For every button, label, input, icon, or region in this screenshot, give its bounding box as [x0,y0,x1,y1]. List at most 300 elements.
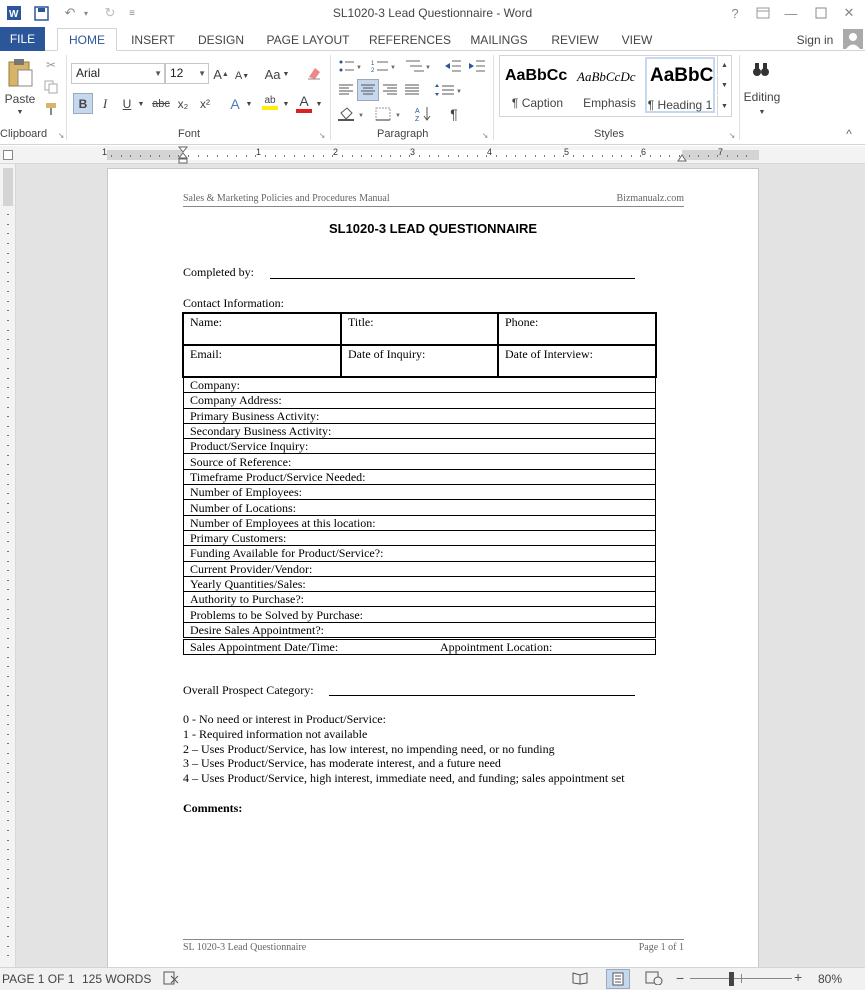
ruler-tick [7,330,9,331]
svg-text:▼: ▼ [356,65,362,71]
ruler-tick [7,301,9,302]
ruler-tick [583,155,584,157]
field-cell[interactable]: Number of Locations: [184,500,656,515]
zoom-slider-center-tick [741,974,742,983]
ruler-tick [458,155,459,157]
appointment-row [184,638,656,654]
web-layout-icon[interactable] [645,971,665,987]
ruler-tick [679,155,680,157]
footer-right: Page 1 of 1 [638,942,684,953]
ruler-tick [111,155,112,157]
grow-font-button[interactable]: A ▲ [213,66,229,82]
ruler-tick [217,155,218,157]
ruler-tick [304,155,305,157]
ruler-tick [477,155,478,157]
ruler-tick [400,155,401,157]
ruler-tick [573,155,574,157]
print-layout-icon[interactable] [606,969,630,989]
minimize-icon[interactable]: — [784,5,798,21]
field-cell[interactable]: Product/Service Inquiry: [184,439,656,454]
contact-cell[interactable]: Name: [183,313,341,345]
ruler-tick [650,155,651,157]
ruler-tick [592,155,593,157]
ruler-tick [7,339,9,340]
ruler-tick [7,522,9,523]
ruler-tick [7,743,9,744]
style-preview: AaBbCc [505,67,568,84]
ruler-tick [7,272,9,273]
text-effects-dropdown-icon[interactable]: ▼ [245,100,253,108]
ruler-tick [7,387,9,388]
field-row [184,485,656,500]
ruler-tick [7,917,9,918]
decrease-indent-icon[interactable] [443,57,463,75]
ruler-tick [602,155,603,157]
show-marks-button[interactable]: ¶ [450,106,458,122]
svg-text:▼: ▼ [456,89,462,95]
cut-icon[interactable]: ✂ [45,58,57,72]
paste-button[interactable]: Paste [4,92,36,106]
proofing-icon[interactable] [163,971,181,987]
field-row [184,515,656,530]
field-row [184,622,656,638]
styles-scroll-up-icon[interactable]: ▲ [717,56,731,75]
ribbon [0,51,865,145]
contact-cell[interactable]: Date of Inquiry: [341,345,498,377]
ruler-tick [7,541,9,542]
zoom-out-icon[interactable]: − [676,970,685,986]
ruler-tick [159,155,160,157]
help-icon[interactable]: ? [731,5,739,21]
ribbon-display-icon[interactable] [752,4,774,22]
style-caption[interactable] [501,57,574,113]
paste-icon[interactable] [4,57,36,89]
indent-marker-icon[interactable] [178,146,188,164]
font-family-select[interactable] [71,63,165,84]
ruler-tick [496,155,497,157]
ruler-tick [7,378,9,379]
ruler-tick [7,445,9,446]
redo-icon[interactable]: ↻ [104,5,116,20]
collapse-ribbon-icon[interactable]: ^ [846,127,852,141]
italic-button[interactable]: I [102,95,108,111]
font-color-dropdown-icon[interactable]: ▼ [315,100,323,108]
ruler-number: 4 [487,147,493,157]
ruler-tick [612,155,613,157]
field-cell[interactable]: Problems to be Solved by Purchase: [184,607,656,622]
ruler-tick [7,782,9,783]
ruler-tick [130,155,131,157]
ruler-tick [7,349,9,350]
field-cell[interactable]: Authority to Purchase?: [184,592,656,607]
shading-icon[interactable] [337,105,367,123]
styles-more-icon[interactable]: ▼ [717,96,731,116]
clear-formatting-icon[interactable] [304,63,324,83]
category-item: 0 - No need or interest in Product/Service: [183,712,386,726]
field-row [184,454,656,469]
header-left: Sales & Marketing Policies and Procedures Manual [183,193,390,204]
ruler-tick [313,155,314,157]
style-emphasis[interactable] [573,57,646,113]
ruler-tick [275,155,276,157]
clipboard-launcher-icon[interactable]: ↘ [57,130,65,140]
ruler-tick [7,849,9,850]
ruler-tick [7,455,9,456]
svg-text:▼: ▼ [358,113,364,119]
word-count[interactable]: 125 WORDS [82,972,152,986]
undo-icon[interactable]: ↶ [64,5,76,20]
field-cell[interactable]: Funding Available for Product/Service?: [184,546,656,561]
title-bar [0,0,865,27]
align-center-icon[interactable] [357,79,379,101]
right-indent-marker-icon[interactable] [677,152,687,162]
paragraph-launcher-icon[interactable]: ↘ [481,130,489,140]
underline-dropdown-icon[interactable]: ▼ [137,100,145,108]
ruler-number: 3 [410,147,416,157]
field-row [184,561,656,576]
editing-button[interactable]: Editing [743,90,781,104]
ruler-number: 1 [256,147,262,157]
comments-label: Comments: [183,801,243,815]
change-case-button[interactable]: Aa ▼ [264,66,290,82]
ruler-tick [7,676,9,677]
paste-dropdown-icon[interactable]: ▼ [16,108,24,116]
completed-by-label: Completed by: [183,265,254,279]
ruler-tick [7,628,9,629]
field-row [184,607,656,622]
ruler-tick [7,734,9,735]
ruler-tick [7,368,9,369]
field-row [184,592,656,607]
font-size-value: 12 [170,66,184,80]
ruler-tick [7,474,9,475]
ruler-tick [284,155,285,157]
contact-cell[interactable]: Date of Interview: [498,345,656,377]
ruler-tick [7,426,9,427]
ruler-tick [554,155,555,157]
ruler-tick [7,599,9,600]
field-cell[interactable]: Current Provider/Vendor: [184,561,656,576]
ruler-tick [7,878,9,879]
ruler-tick [7,291,9,292]
contact-cell[interactable]: Title: [341,313,498,345]
ruler-tick [169,155,170,157]
ruler-tick [7,763,9,764]
zoom-in-icon[interactable]: + [794,969,803,985]
ruler-tick [448,155,449,157]
style-preview: AaBbCcDc [577,69,636,84]
ruler-tick [7,358,9,359]
font-group-label: Font [178,128,201,140]
font-launcher-icon[interactable]: ↘ [318,130,326,140]
field-cell[interactable]: Company Address: [184,393,656,408]
tab-page-layout[interactable]: PAGE LAYOUT [266,33,350,47]
category-item: 4 – Uses Product/Service, high interest, immediate need, and funding; sales appointment set [183,771,625,785]
sign-in-link[interactable]: Sign in [796,33,834,47]
ruler-tick [255,155,256,157]
ruler-tick [7,859,9,860]
increase-indent-icon[interactable] [467,57,487,75]
chevron-down-icon: ▼ [198,69,206,78]
overall-category-label: Overall Prospect Category: [183,683,314,697]
category-item: 1 - Required information not available [183,727,368,741]
font-size-select[interactable] [165,63,209,84]
ruler-tick [7,830,9,831]
ruler-tick [188,155,189,157]
category-item: 2 – Uses Product/Service, has low interest, no impending need, or no funding [183,742,555,756]
ruler-tick [727,155,728,157]
ruler-tick [717,155,718,157]
binoculars-icon[interactable] [750,59,772,81]
ruler-margin-left [107,150,183,160]
read-mode-icon[interactable] [572,971,590,987]
window-title: SL1020-3 Lead Questionnaire - Word [332,6,533,20]
field-cell[interactable]: Company: [184,378,656,393]
ruler-tick [198,155,199,157]
ruler-tick [7,397,9,398]
tab-home[interactable]: HOME [57,28,117,51]
field-row [184,393,656,408]
field-cell[interactable]: Number of Employees: [184,485,656,500]
ruler-tick [121,155,122,157]
field-cell[interactable]: Primary Customers: [184,530,656,545]
ruler-tick [708,155,709,157]
style-heading-1[interactable] [645,57,715,113]
ruler-tick [7,512,9,513]
styles-scroll-down-icon[interactable]: ▼ [717,76,731,95]
grow-font-icon: A [213,66,222,82]
align-right-icon[interactable] [381,81,399,99]
ruler-tick [236,155,237,157]
ruler-tick [669,155,670,157]
maximize-icon[interactable] [810,4,832,22]
ruler-tick [689,155,690,157]
tab-mailings[interactable]: MAILINGS [470,33,528,47]
field-cell[interactable]: Source of Reference: [184,454,656,469]
field-row [184,546,656,561]
tab-references[interactable]: REFERENCES [368,33,451,47]
subscript-button[interactable]: x₂ [177,96,189,111]
ruler-tick [746,155,747,157]
ruler-tick [631,155,632,157]
tab-selector-icon[interactable] [3,150,13,160]
field-cell[interactable]: Primary Business Activity: [184,408,656,423]
tab-insert[interactable]: INSERT [131,33,175,47]
field-row [184,378,656,393]
ruler-number: 7 [718,147,724,157]
ruler-tick [7,503,9,504]
ruler-tick [7,695,9,696]
bold-button[interactable]: B [73,93,93,114]
tab-review[interactable]: REVIEW [551,33,599,47]
close-icon[interactable]: ✕ [843,5,855,20]
ruler-tick [486,155,487,157]
change-case-label: Aa [264,66,281,82]
ruler-tick [7,561,9,562]
ruler-tick [332,155,333,157]
editing-dropdown-icon[interactable]: ▼ [758,108,766,116]
overall-category-line[interactable] [329,695,635,696]
ruler-margin-top [3,168,13,206]
ruler-tick [7,551,9,552]
format-painter-icon[interactable] [42,101,60,117]
field-cell[interactable]: Yearly Quantities/Sales: [184,576,656,591]
text-effects-button[interactable]: A [230,95,240,112]
category-item: 3 – Uses Product/Service, has moderate interest, and a future need [183,756,501,770]
svg-text:A: A [415,108,420,115]
footer-left: SL 1020-3 Lead Questionnaire [183,942,307,953]
appointment-cell[interactable] [184,638,656,654]
page[interactable] [107,168,759,968]
ruler-tick [7,666,9,667]
ruler-tick [563,155,564,157]
zoom-level[interactable]: 80% [818,972,843,986]
underline-button[interactable]: U [122,96,132,111]
undo-dropdown-icon[interactable]: ▾ [83,8,88,18]
bullets-icon[interactable] [337,57,363,75]
ruler-tick [7,310,9,311]
ruler-tick [7,955,9,956]
line-spacing-icon[interactable] [433,81,463,99]
ruler-tick [7,647,9,648]
svg-text:▼: ▼ [390,65,396,71]
ruler-tick [467,155,468,157]
chevron-down-icon: ▼ [154,69,162,78]
ruler-tick [294,155,295,157]
style-preview: AaBbC [650,65,714,86]
ruler-tick [7,946,9,947]
ruler-tick [7,705,9,706]
ruler-number: 1 [102,147,108,157]
field-cell[interactable]: Desire Sales Appointment?: [184,622,656,638]
field-cell[interactable]: Timeframe Product/Service Needed: [184,469,656,484]
styles-launcher-icon[interactable]: ↘ [728,130,736,140]
ruler-tick [409,155,410,157]
divider [66,55,67,140]
customize-qat-icon[interactable]: ≡ [129,7,135,19]
ruler-tick [7,224,9,225]
ruler-tick [419,155,420,157]
ruler-number: 5 [564,147,570,157]
tab-file[interactable]: FILE [0,27,45,51]
divider [493,55,494,140]
field-cell[interactable]: Number of Employees at this location: [184,515,656,530]
ruler-tick [515,155,516,157]
ruler-tick [371,155,372,157]
ruler-tick [7,464,9,465]
header-right: Bizmanualz.com [616,193,684,204]
ruler-tick [621,155,622,157]
superscript-button[interactable]: x² [200,96,210,111]
ruler-tick [7,820,9,821]
ruler-tick [7,715,9,716]
header-rule [183,206,684,207]
ruler-tick [7,724,9,725]
field-row [184,469,656,484]
ruler-tick [7,936,9,937]
field-row [184,530,656,545]
ruler-tick [7,638,9,639]
shrink-font-button[interactable]: A ▼ [234,70,250,82]
svg-text:▼: ▼ [395,113,401,119]
ruler-tick [7,897,9,898]
ruler-tick [737,155,738,157]
field-row [184,408,656,423]
contact-cell[interactable]: Email: [183,345,341,377]
ruler-tick [7,243,9,244]
ruler-tick [429,155,430,157]
strikethrough-button[interactable]: abc [152,97,170,110]
ruler-tick [7,907,9,908]
font-color-button[interactable] [294,91,314,114]
ruler-tick [7,926,9,927]
field-row [184,500,656,515]
justify-icon[interactable] [403,81,421,99]
zoom-slider-thumb[interactable] [729,972,734,986]
align-left-icon[interactable] [337,81,355,99]
numbering-icon[interactable] [370,57,398,75]
field-cell[interactable]: Secondary Business Activity: [184,423,656,438]
tab-view[interactable]: VIEW [621,33,653,47]
ruler-tick [7,618,9,619]
ruler-number: 2 [333,147,339,157]
ruler-tick [7,407,9,408]
ruler-number: 6 [641,147,647,157]
avatar-icon[interactable] [842,28,864,50]
ruler-tick [227,155,228,157]
highlight-dropdown-icon[interactable]: ▼ [282,100,290,108]
sort-icon[interactable] [413,103,433,125]
highlight-button[interactable] [259,91,281,114]
appointment-date-label: Sales Appointment Date/Time: [190,639,339,654]
horizontal-ruler[interactable] [0,146,865,164]
svg-text:2: 2 [371,68,375,73]
ruler-tick [7,253,9,254]
ruler-tick [381,155,382,157]
ruler-tick [265,155,266,157]
ruler-tick [544,155,545,157]
document-title: SL1020-3 LEAD QUESTIONNAIRE [328,221,538,236]
fields-table [183,377,656,655]
vertical-ruler[interactable] [0,164,16,967]
completed-by-line[interactable] [270,278,635,279]
ruler-tick [7,580,9,581]
ruler-tick [7,801,9,802]
ruler-tick [535,155,536,157]
ruler-tick [7,570,9,571]
svg-text:Z: Z [415,116,420,123]
ruler-tick [660,155,661,157]
tab-design[interactable]: DESIGN [197,33,244,47]
field-row [184,423,656,438]
page-count[interactable]: PAGE 1 OF 1 [2,972,75,986]
divider [330,55,331,140]
ruler-tick [7,686,9,687]
copy-icon[interactable] [42,79,60,95]
highlight-label: ab [264,95,276,106]
multilevel-list-icon[interactable] [403,57,433,75]
status-bar [0,967,865,990]
borders-icon[interactable] [374,105,404,123]
svg-text:W: W [9,9,19,20]
ruler-tick [323,155,324,157]
contact-cell[interactable]: Phone: [498,313,656,345]
ruler-tick [7,435,9,436]
ruler-tick [246,155,247,157]
ruler-tick [7,214,9,215]
ruler-tick [7,772,9,773]
ruler-tick [7,532,9,533]
